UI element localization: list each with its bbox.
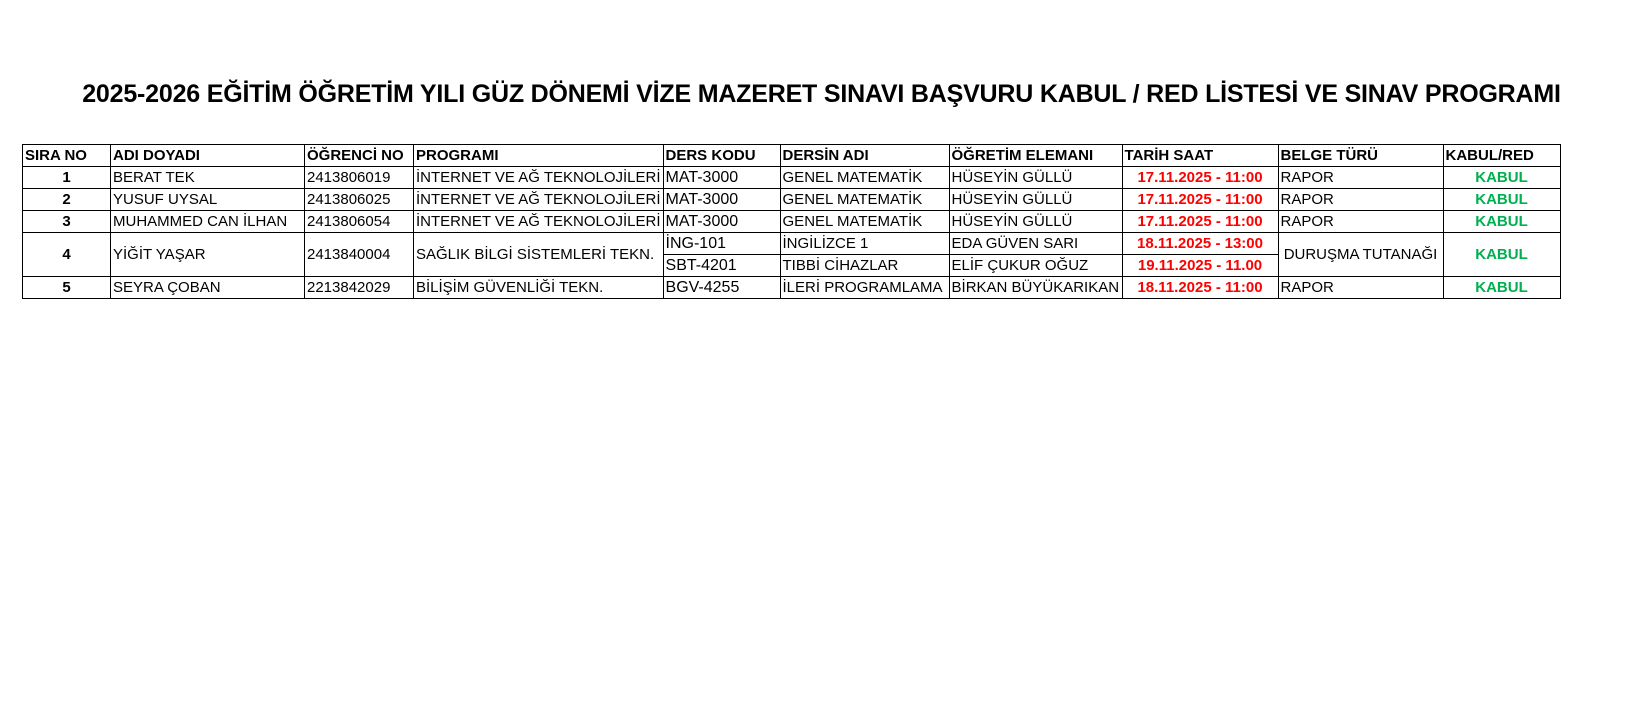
cell-datetime: 18.11.2025 - 11:00 [1122,277,1278,299]
cell-course-name: GENEL MATEMATİK [780,167,949,189]
cell-name: MUHAMMED CAN İLHAN [111,211,305,233]
cell-instructor: HÜSEYİN GÜLLÜ [949,189,1122,211]
cell-document-type: RAPOR [1278,189,1443,211]
table-row [23,211,1561,233]
column-header-datetime: TARİH SAAT [1122,145,1278,167]
cell-student-no: 2413806054 [305,211,414,233]
cell-sira-no: 2 [23,189,111,211]
cell-student-no: 2413806019 [305,167,414,189]
cell-datetime: 19.11.2025 - 11.00 [1122,255,1278,277]
column-header-course-code: DERS KODU [663,145,780,167]
cell-name: BERAT TEK [111,167,305,189]
cell-course-code: MAT-3000 [663,211,780,233]
cell-program: İNTERNET VE AĞ TEKNOLOJİLERİ [414,167,664,189]
cell-student-no: 2213842029 [305,277,414,299]
cell-status: KABUL [1443,189,1560,211]
cell-name: YUSUF UYSAL [111,189,305,211]
cell-course-code: SBT-4201 [663,255,780,277]
cell-instructor: ELİF ÇUKUR OĞUZ [949,255,1122,277]
cell-datetime: 17.11.2025 - 11:00 [1122,167,1278,189]
table-row [23,167,1561,189]
cell-sira-no: 4 [23,233,111,277]
table-header-row [23,145,1561,167]
cell-instructor: EDA GÜVEN SARI [949,233,1122,255]
cell-course-name: GENEL MATEMATİK [780,211,949,233]
cell-sira-no: 5 [23,277,111,299]
cell-course-name: TIBBİ CİHAZLAR [780,255,949,277]
cell-student-no: 2413806025 [305,189,414,211]
cell-instructor: HÜSEYİN GÜLLÜ [949,211,1122,233]
cell-course-code: BGV-4255 [663,277,780,299]
cell-status: KABUL [1443,233,1560,277]
cell-instructor: HÜSEYİN GÜLLÜ [949,167,1122,189]
cell-status: KABUL [1443,167,1560,189]
cell-program: BİLİŞİM GÜVENLİĞİ TEKN. [414,277,664,299]
cell-status: KABUL [1443,277,1560,299]
cell-document-type: DURUŞMA TUTANAĞI [1278,233,1443,277]
cell-sira-no: 3 [23,211,111,233]
cell-document-type: RAPOR [1278,211,1443,233]
cell-program: İNTERNET VE AĞ TEKNOLOJİLERİ [414,189,664,211]
cell-course-name: GENEL MATEMATİK [780,189,949,211]
cell-status: KABUL [1443,211,1560,233]
cell-datetime: 17.11.2025 - 11:00 [1122,211,1278,233]
page-title: 2025-2026 EĞİTİM ÖĞRETİM YILI GÜZ DÖNEMİ VİZE MAZERET SINAVI BAŞVURU KABUL / RED LİSTESİ VE SINAV PROGRAMI [82,80,1561,108]
cell-course-code: MAT-3000 [663,167,780,189]
cell-datetime: 18.11.2025 - 13:00 [1122,233,1278,255]
column-header-instructor: ÖĞRETİM ELEMANI [949,145,1122,167]
column-header-course-name: DERSİN ADI [780,145,949,167]
cell-name: YİĞİT YAŞAR [111,233,305,277]
cell-instructor: BİRKAN BÜYÜKARIKAN [949,277,1122,299]
table-row [23,233,1561,255]
column-header-name: ADI DOYADI [111,145,305,167]
table-row [23,277,1561,299]
cell-student-no: 2413840004 [305,233,414,277]
cell-program: SAĞLIK BİLGİ SİSTEMLERİ TEKN. [414,233,664,277]
cell-document-type: RAPOR [1278,167,1443,189]
cell-course-name: İNGİLİZCE 1 [780,233,949,255]
cell-course-code: MAT-3000 [663,189,780,211]
cell-sira-no: 1 [23,167,111,189]
cell-course-code: İNG-101 [663,233,780,255]
table-row [23,189,1561,211]
cell-document-type: RAPOR [1278,277,1443,299]
column-header-sira-no: SIRA NO [23,145,111,167]
cell-course-name: İLERİ PROGRAMLAMA [780,277,949,299]
application-table [22,144,1561,299]
column-header-program: PROGRAMI [414,145,664,167]
column-header-document-type: BELGE TÜRÜ [1278,145,1443,167]
column-header-status: KABUL/RED [1443,145,1560,167]
cell-program: İNTERNET VE AĞ TEKNOLOJİLERİ [414,211,664,233]
column-header-student-no: ÖĞRENCİ NO [305,145,414,167]
cell-datetime: 17.11.2025 - 11:00 [1122,189,1278,211]
cell-name: SEYRA ÇOBAN [111,277,305,299]
